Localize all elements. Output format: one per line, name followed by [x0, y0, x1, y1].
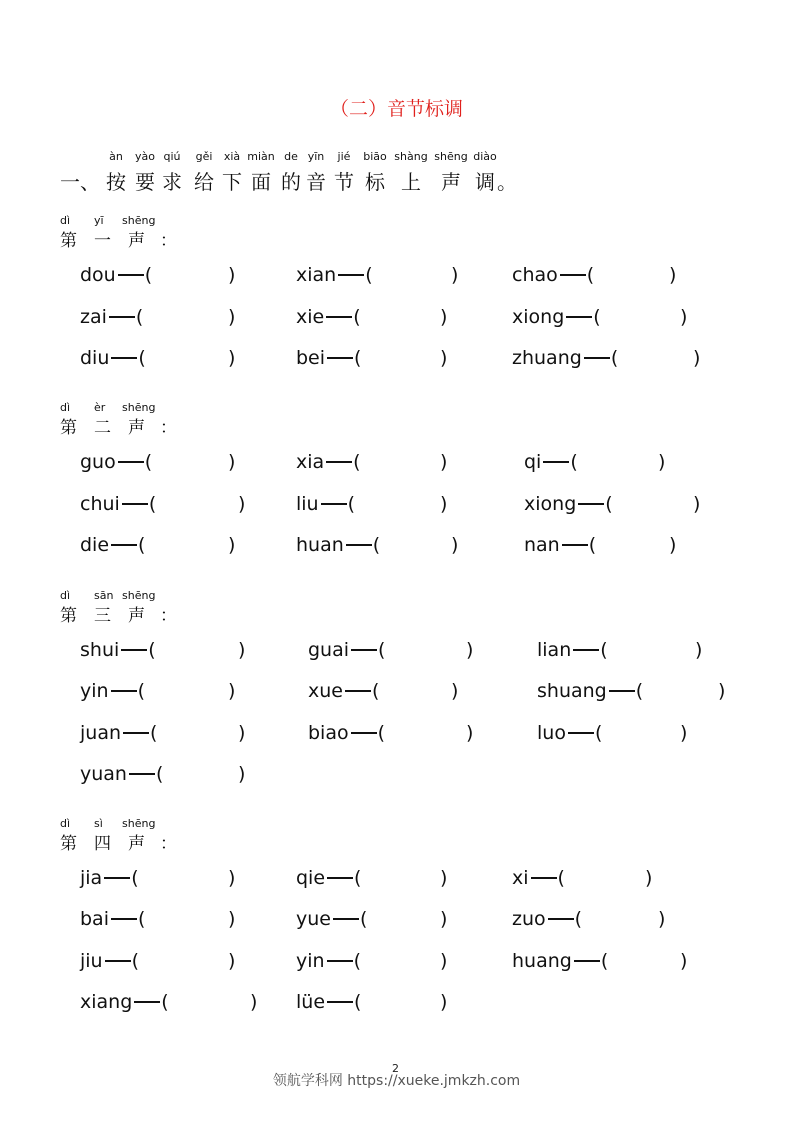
syllable-text: huan	[296, 534, 344, 556]
answer-close-paren: )	[238, 493, 246, 515]
syllable-exercise	[308, 678, 463, 704]
answer-open-paren: (	[137, 908, 146, 930]
heading-pinyin-syllable: shēng	[122, 817, 156, 830]
answer-close-paren: )	[466, 722, 474, 744]
dash-connector	[111, 918, 137, 920]
answer-open-paren: (	[138, 534, 146, 556]
syllable-exercise	[296, 449, 452, 475]
answer-close-paren: )	[228, 908, 236, 930]
answer-open-paren: (	[353, 451, 361, 473]
answer-open-paren: (	[605, 493, 613, 515]
dash-connector	[121, 649, 147, 651]
syllable-text: zhuang	[512, 347, 582, 369]
answer-open-paren: (	[138, 347, 146, 369]
answer-close-paren: )	[238, 763, 246, 785]
syllable-text: yuan	[80, 763, 127, 785]
heading-pinyin-syllable: dì	[60, 589, 71, 602]
answer-close-paren: )	[440, 493, 448, 515]
answer-close-paren: )	[658, 451, 666, 473]
syllable-text: lian	[537, 639, 572, 661]
syllable-exercise	[296, 491, 452, 517]
syllable-text: dou	[80, 264, 116, 286]
syllable-exercise	[308, 637, 478, 663]
dash-connector	[129, 773, 155, 775]
syllable-text: biao	[308, 722, 349, 744]
heading-hanzi-char: 一	[94, 231, 111, 251]
heading-hanzi-char: ：	[160, 834, 177, 854]
answer-open-paren: (	[131, 950, 140, 972]
syllable-exercise	[512, 906, 670, 932]
answer-open-paren: (	[371, 680, 380, 702]
answer-open-paren: (	[557, 867, 565, 889]
syllable-text: bai	[80, 908, 109, 930]
answer-close-paren: )	[228, 680, 236, 702]
answer-open-paren: (	[600, 639, 608, 661]
syllable-exercise	[296, 989, 452, 1015]
syllable-text: xiang	[80, 991, 133, 1013]
syllable-text: xi	[512, 867, 529, 889]
syllable-exercise	[524, 491, 705, 517]
dash-connector	[574, 960, 600, 962]
heading-pinyin-syllable: sì	[94, 817, 103, 830]
instruction-pinyin: shàng	[394, 150, 428, 163]
answer-open-paren: (	[586, 264, 595, 286]
instruction-pinyin: diào	[473, 150, 497, 163]
heading-pinyin-syllable: èr	[94, 401, 106, 414]
instruction-pinyin: àn	[109, 150, 123, 163]
heading-hanzi-char: 声	[128, 834, 145, 854]
instruction-hanzi: 节	[334, 170, 354, 194]
heading-hanzi-char: 声	[128, 231, 145, 251]
syllable-text: die	[80, 534, 110, 556]
instruction-hanzi: 调	[475, 170, 495, 194]
syllable-exercise	[512, 865, 657, 891]
answer-close-paren: )	[466, 639, 474, 661]
answer-close-paren: )	[693, 493, 701, 515]
syllable-exercise	[512, 304, 692, 330]
syllable-exercise	[296, 304, 452, 330]
answer-close-paren: )	[451, 680, 459, 702]
answer-close-paren: )	[440, 306, 448, 328]
answer-open-paren: (	[359, 908, 368, 930]
syllable-exercise	[308, 720, 478, 746]
page-title: （二）音节标调	[329, 98, 463, 120]
syllable-exercise	[537, 720, 692, 746]
heading-hanzi-char: 二	[94, 418, 111, 438]
dash-connector	[111, 544, 137, 546]
syllable-exercise	[80, 491, 250, 517]
heading-hanzi-char: ：	[160, 418, 177, 438]
dash-connector	[118, 461, 144, 463]
syllable-exercise	[296, 865, 452, 891]
answer-close-paren: )	[695, 639, 703, 661]
dash-connector	[351, 649, 377, 651]
instruction-pinyin: jié	[337, 150, 351, 163]
answer-open-paren: (	[353, 306, 361, 328]
answer-open-paren: (	[155, 763, 164, 785]
answer-open-paren: (	[353, 950, 361, 972]
dash-connector	[123, 732, 149, 734]
answer-close-paren: )	[228, 534, 236, 556]
dash-connector	[111, 690, 137, 692]
syllable-exercise	[80, 262, 240, 288]
syllable-exercise	[80, 865, 240, 891]
answer-open-paren: (	[354, 347, 362, 369]
answer-close-paren: )	[238, 639, 246, 661]
syllable-exercise	[80, 449, 240, 475]
answer-open-paren: (	[347, 493, 356, 515]
syllable-exercise	[512, 345, 705, 371]
answer-close-paren: )	[669, 264, 677, 286]
syllable-exercise	[537, 637, 707, 663]
syllable-text: diu	[80, 347, 110, 369]
heading-hanzi-char: 第	[60, 418, 77, 438]
heading-pinyin-syllable: shēng	[122, 401, 156, 414]
answer-close-paren: )	[228, 264, 236, 286]
answer-open-paren: (	[144, 451, 153, 473]
heading-pinyin-syllable: dì	[60, 214, 71, 227]
heading-pinyin-syllable: yī	[94, 214, 104, 227]
syllable-text: bei	[296, 347, 326, 369]
heading-pinyin-syllable: sān	[94, 589, 114, 602]
instruction-hanzi: 面	[251, 170, 271, 194]
syllable-text: shuang	[537, 680, 607, 702]
syllable-exercise	[537, 678, 730, 704]
syllable-text: shui	[80, 639, 120, 661]
syllable-text: zuo	[512, 908, 546, 930]
answer-close-paren: )	[440, 950, 448, 972]
syllable-text: guo	[80, 451, 116, 473]
instruction-hanzi: 下	[222, 170, 242, 194]
syllable-text: nan	[524, 534, 560, 556]
heading-pinyin-syllable: dì	[60, 401, 71, 414]
dash-connector	[351, 732, 377, 734]
instruction-pinyin: yīn	[307, 150, 325, 163]
instruction-pinyin: biāo	[363, 150, 387, 163]
syllable-exercise	[512, 262, 681, 288]
dash-connector	[560, 274, 586, 276]
syllable-text: luo	[537, 722, 566, 744]
syllable-exercise	[296, 262, 463, 288]
dash-connector	[326, 461, 352, 463]
syllable-text: xia	[296, 451, 325, 473]
syllable-text: chui	[80, 493, 120, 515]
answer-close-paren: )	[680, 306, 688, 328]
syllable-exercise	[80, 345, 240, 371]
instruction-pinyin: xià	[223, 150, 241, 163]
dash-connector	[122, 503, 148, 505]
answer-close-paren: )	[228, 451, 236, 473]
syllable-text: guai	[308, 639, 350, 661]
dash-connector	[327, 357, 353, 359]
dash-connector	[338, 274, 364, 276]
answer-open-paren: (	[365, 264, 373, 286]
dash-connector	[566, 316, 592, 318]
answer-open-paren: (	[574, 908, 583, 930]
answer-close-paren: )	[228, 306, 236, 328]
dash-connector	[548, 918, 574, 920]
dash-connector	[111, 357, 137, 359]
syllable-text: yue	[296, 908, 331, 930]
instruction-pinyin: qiú	[163, 150, 181, 163]
syllable-exercise	[524, 532, 681, 558]
dash-connector	[105, 960, 131, 962]
dash-connector	[578, 503, 604, 505]
dash-connector	[531, 877, 557, 879]
dash-connector	[584, 357, 610, 359]
answer-close-paren: )	[451, 264, 459, 286]
syllable-text: huang	[512, 950, 572, 972]
dash-connector	[327, 877, 353, 879]
answer-open-paren: (	[600, 950, 609, 972]
answer-open-paren: (	[594, 722, 603, 744]
answer-open-paren: (	[610, 347, 619, 369]
answer-open-paren: (	[135, 306, 144, 328]
dash-connector	[104, 877, 130, 879]
answer-open-paren: (	[131, 867, 139, 889]
dash-connector	[109, 316, 135, 318]
syllable-exercise	[296, 532, 463, 558]
dash-connector	[327, 1001, 353, 1003]
answer-close-paren: )	[440, 991, 448, 1013]
syllable-text: xian	[296, 264, 337, 286]
dash-connector	[346, 544, 372, 546]
syllable-text: xiong	[512, 306, 565, 328]
instruction-hanzi: 标	[365, 170, 385, 194]
heading-hanzi-char: ：	[160, 231, 177, 251]
syllable-text: qie	[296, 867, 326, 889]
syllable-exercise	[524, 449, 670, 475]
answer-open-paren: (	[148, 639, 156, 661]
heading-hanzi-char: ：	[160, 606, 177, 626]
page-number: 2	[392, 1062, 399, 1075]
heading-hanzi-char: 四	[94, 834, 111, 854]
syllable-exercise	[80, 304, 240, 330]
syllable-text: juan	[80, 722, 122, 744]
answer-open-paren: (	[354, 867, 362, 889]
syllable-text: xiong	[524, 493, 577, 515]
footer-watermark: 领航学科网 https://xueke.jmkzh.com	[272, 1073, 521, 1089]
dash-connector	[573, 649, 599, 651]
answer-close-paren: )	[228, 867, 236, 889]
heading-hanzi-char: 声	[128, 418, 145, 438]
answer-close-paren: )	[440, 908, 448, 930]
heading-pinyin-syllable: dì	[60, 817, 71, 830]
syllable-exercise	[80, 948, 240, 974]
dash-connector	[321, 503, 347, 505]
answer-close-paren: )	[440, 867, 448, 889]
answer-open-paren: (	[354, 991, 362, 1013]
answer-open-paren: (	[588, 534, 597, 556]
answer-close-paren: )	[250, 991, 258, 1013]
syllable-exercise	[80, 720, 250, 746]
dash-connector	[562, 544, 588, 546]
answer-open-paren: (	[372, 534, 381, 556]
instruction-hanzi: 求	[162, 170, 182, 194]
instruction-pinyin: de	[284, 150, 298, 163]
dash-connector	[327, 960, 353, 962]
answer-close-paren: )	[451, 534, 459, 556]
answer-close-paren: )	[238, 722, 246, 744]
answer-close-paren: )	[228, 950, 236, 972]
answer-open-paren: (	[148, 493, 157, 515]
syllable-exercise	[296, 948, 452, 974]
dash-connector	[568, 732, 594, 734]
answer-open-paren: (	[150, 722, 158, 744]
heading-hanzi-char: 第	[60, 231, 77, 251]
instruction-end-mark: 。	[497, 170, 517, 194]
syllable-text: chao	[512, 264, 558, 286]
answer-close-paren: )	[440, 347, 448, 369]
syllable-text: zai	[80, 306, 107, 328]
syllable-exercise	[80, 637, 250, 663]
instruction-pinyin: gěi	[195, 150, 213, 163]
answer-open-paren: (	[377, 722, 386, 744]
dash-connector	[333, 918, 359, 920]
instruction-hanzi: 声	[441, 170, 461, 194]
syllable-exercise	[296, 345, 452, 371]
instruction-hanzi: 按	[106, 170, 126, 194]
heading-pinyin-syllable: shēng	[122, 589, 156, 602]
answer-open-paren: (	[378, 639, 386, 661]
syllable-text: qi	[524, 451, 542, 473]
syllable-text: xie	[296, 306, 325, 328]
instruction-hanzi: 要	[135, 170, 155, 194]
instruction-hanzi: 上	[401, 170, 421, 194]
syllable-exercise	[296, 906, 452, 932]
answer-close-paren: )	[658, 908, 666, 930]
answer-close-paren: )	[228, 347, 236, 369]
heading-hanzi-char: 第	[60, 606, 77, 626]
syllable-exercise	[80, 761, 250, 787]
syllable-text: jia	[80, 867, 103, 889]
dash-connector	[543, 461, 569, 463]
answer-close-paren: )	[440, 451, 448, 473]
instruction-pinyin: shēng	[434, 150, 468, 163]
dash-connector	[609, 690, 635, 692]
instruction-hanzi: 的	[281, 170, 301, 194]
instruction-number: 一、	[60, 170, 100, 194]
instruction-hanzi: 给	[194, 170, 214, 194]
instruction-pinyin: yào	[135, 150, 155, 163]
syllable-exercise	[80, 906, 240, 932]
syllable-text: liu	[296, 493, 319, 515]
syllable-exercise	[512, 948, 692, 974]
answer-close-paren: )	[680, 950, 688, 972]
answer-open-paren: (	[137, 680, 145, 702]
answer-open-paren: (	[144, 264, 153, 286]
answer-close-paren: )	[680, 722, 688, 744]
syllable-exercise	[80, 532, 240, 558]
dash-connector	[345, 690, 371, 692]
answer-open-paren: (	[161, 991, 169, 1013]
answer-close-paren: )	[693, 347, 701, 369]
answer-close-paren: )	[718, 680, 726, 702]
syllable-exercise	[80, 989, 262, 1015]
heading-hanzi-char: 第	[60, 834, 77, 854]
answer-open-paren: (	[570, 451, 578, 473]
syllable-exercise	[80, 678, 240, 704]
dash-connector	[118, 274, 144, 276]
syllable-text: yin	[296, 950, 325, 972]
instruction-hanzi: 音	[306, 170, 326, 194]
dash-connector	[134, 1001, 160, 1003]
answer-open-paren: (	[635, 680, 644, 702]
syllable-text: yin	[80, 680, 109, 702]
instruction-pinyin: miàn	[247, 150, 275, 163]
syllable-text: jiu	[80, 950, 103, 972]
heading-hanzi-char: 三	[94, 606, 111, 626]
heading-hanzi-char: 声	[128, 606, 145, 626]
heading-pinyin-syllable: shēng	[122, 214, 156, 227]
syllable-text: lüe	[296, 991, 326, 1013]
syllable-text: xue	[308, 680, 343, 702]
answer-close-paren: )	[645, 867, 653, 889]
dash-connector	[326, 316, 352, 318]
answer-close-paren: )	[669, 534, 677, 556]
answer-open-paren: (	[593, 306, 601, 328]
